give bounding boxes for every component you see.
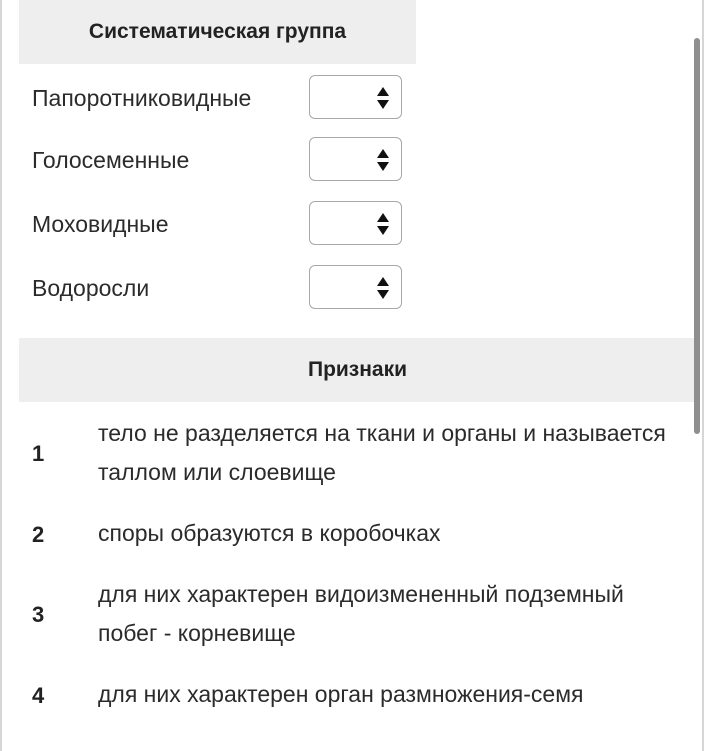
scrollbar[interactable] [694,38,700,434]
up-down-arrows-icon [377,213,389,235]
features-header: Признаки [19,338,696,402]
answer-select-ferns[interactable] [309,75,402,119]
feature-number: 2 [32,522,45,547]
feature-item [32,675,672,715]
feature-number: 1 [32,441,45,466]
feature-text: для них характерен видоизмененный подземный побег - корневище [98,581,624,646]
feature-item [32,514,672,554]
systematic-group-header: Систематическая группа [19,0,416,64]
group-label: Моховидные [32,211,169,237]
up-down-arrows-icon [377,87,389,109]
group-row-mosses [32,201,412,247]
group-row-algae [32,265,412,311]
up-down-arrows-icon [377,277,389,299]
answer-select-mosses[interactable] [309,201,402,245]
feature-text: для них характерен орган размножения-семя [98,681,584,707]
answer-select-gymnosperms[interactable] [309,137,402,181]
group-label: Папоротниковидные [32,85,252,111]
group-label: Голосеменные [32,147,190,173]
feature-number: 3 [32,602,45,627]
feature-item [32,414,672,494]
group-row-ferns [32,75,412,121]
feature-number: 4 [32,683,45,708]
feature-text: тело не разделяется на ткани и органы и называется таллом или слоевище [98,420,666,485]
up-down-arrows-icon [377,149,389,171]
answer-select-algae[interactable] [309,265,402,309]
group-label: Водоросли [32,275,150,301]
group-row-gymnosperms [32,137,412,183]
feature-item [32,575,672,655]
feature-text: споры образуются в коробочках [98,520,441,546]
